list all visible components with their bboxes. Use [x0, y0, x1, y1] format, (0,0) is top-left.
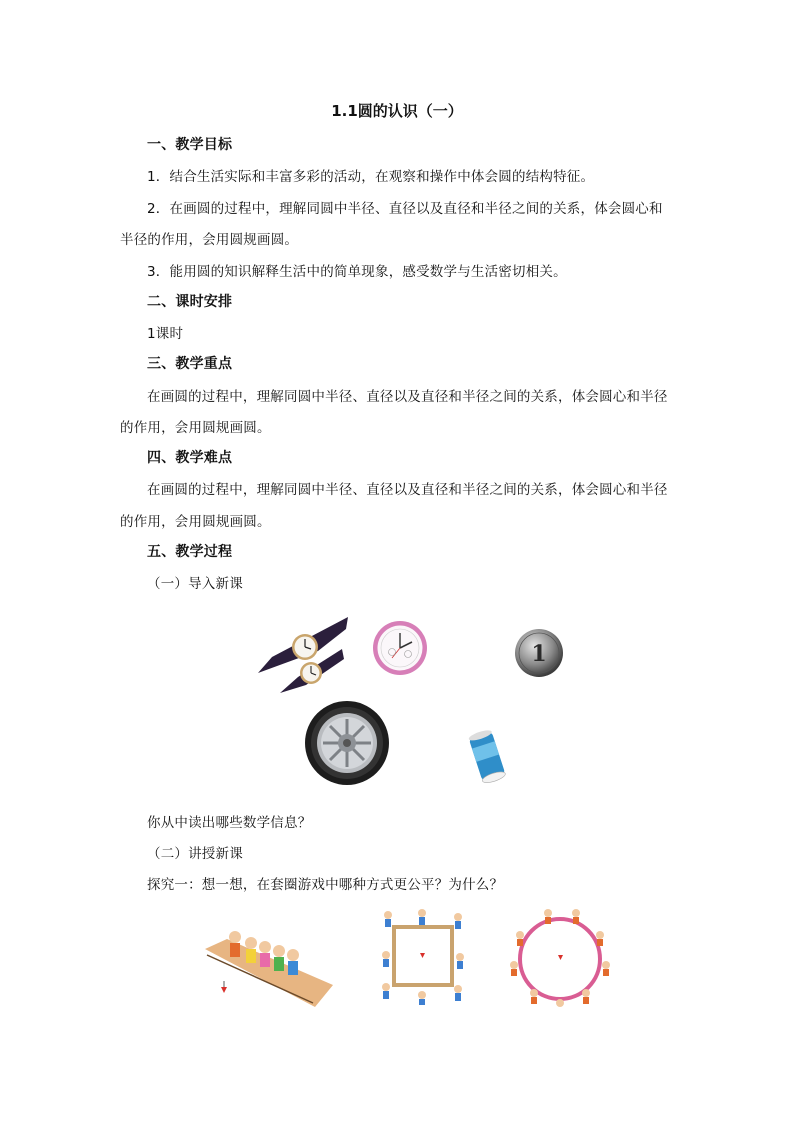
page-title: 1.1圆的认识（一） [331, 102, 463, 120]
subsection-intro: （一）导入新课 [147, 576, 243, 592]
kids-line-image [205, 915, 335, 1007]
objective-3: 3．能用圆的知识解释生活中的简单现象，感受数学与生活密切相关。 [147, 264, 567, 280]
subsection-new-lesson: （二）讲授新课 [147, 846, 243, 862]
exploration-1: 探究一：想一想，在套圈游戏中哪种方式更公平？为什么？ [147, 877, 504, 893]
kids-circle-image [508, 907, 612, 1011]
key-points-line2: 的作用，会用圆规画圆。 [120, 420, 271, 436]
schedule-text: 1课时 [147, 326, 184, 342]
can-image [466, 728, 510, 784]
section-heading-schedule: 二、课时安排 [147, 294, 233, 310]
section-heading-process: 五、教学过程 [147, 544, 233, 560]
section-heading-difficulties: 四、教学难点 [147, 450, 233, 466]
coin-image [514, 628, 564, 678]
difficulties-line1: 在画圆的过程中，理解同圆中半径、直径以及直径和半径之间的关系，体会圆心和半径 [147, 482, 668, 498]
watches-image [258, 615, 348, 695]
clock-image [372, 620, 428, 676]
section-heading-objectives: 一、教学目标 [147, 137, 233, 153]
difficulties-line2: 的作用，会用圆规画圆。 [120, 514, 271, 530]
coin-numeral: 1 [531, 641, 547, 667]
objective-2-line1: 2．在画圆的过程中，理解同圆中半径、直径以及直径和半径之间的关系，体会圆心和 [147, 201, 663, 217]
kids-square-image [380, 907, 466, 1005]
tire-image [304, 700, 390, 786]
section-heading-key-points: 三、教学重点 [147, 356, 233, 372]
objective-1: 1．结合生活实际和丰富多彩的活动，在观察和操作中体会圆的结构特征。 [147, 169, 595, 185]
objective-2-line2: 半径的作用，会用圆规画圆。 [120, 232, 299, 248]
key-points-line1: 在画圆的过程中，理解同圆中半径、直径以及直径和半径之间的关系，体会圆心和半径 [147, 389, 668, 405]
question-math-info: 你从中读出哪些数学信息？ [147, 815, 312, 831]
